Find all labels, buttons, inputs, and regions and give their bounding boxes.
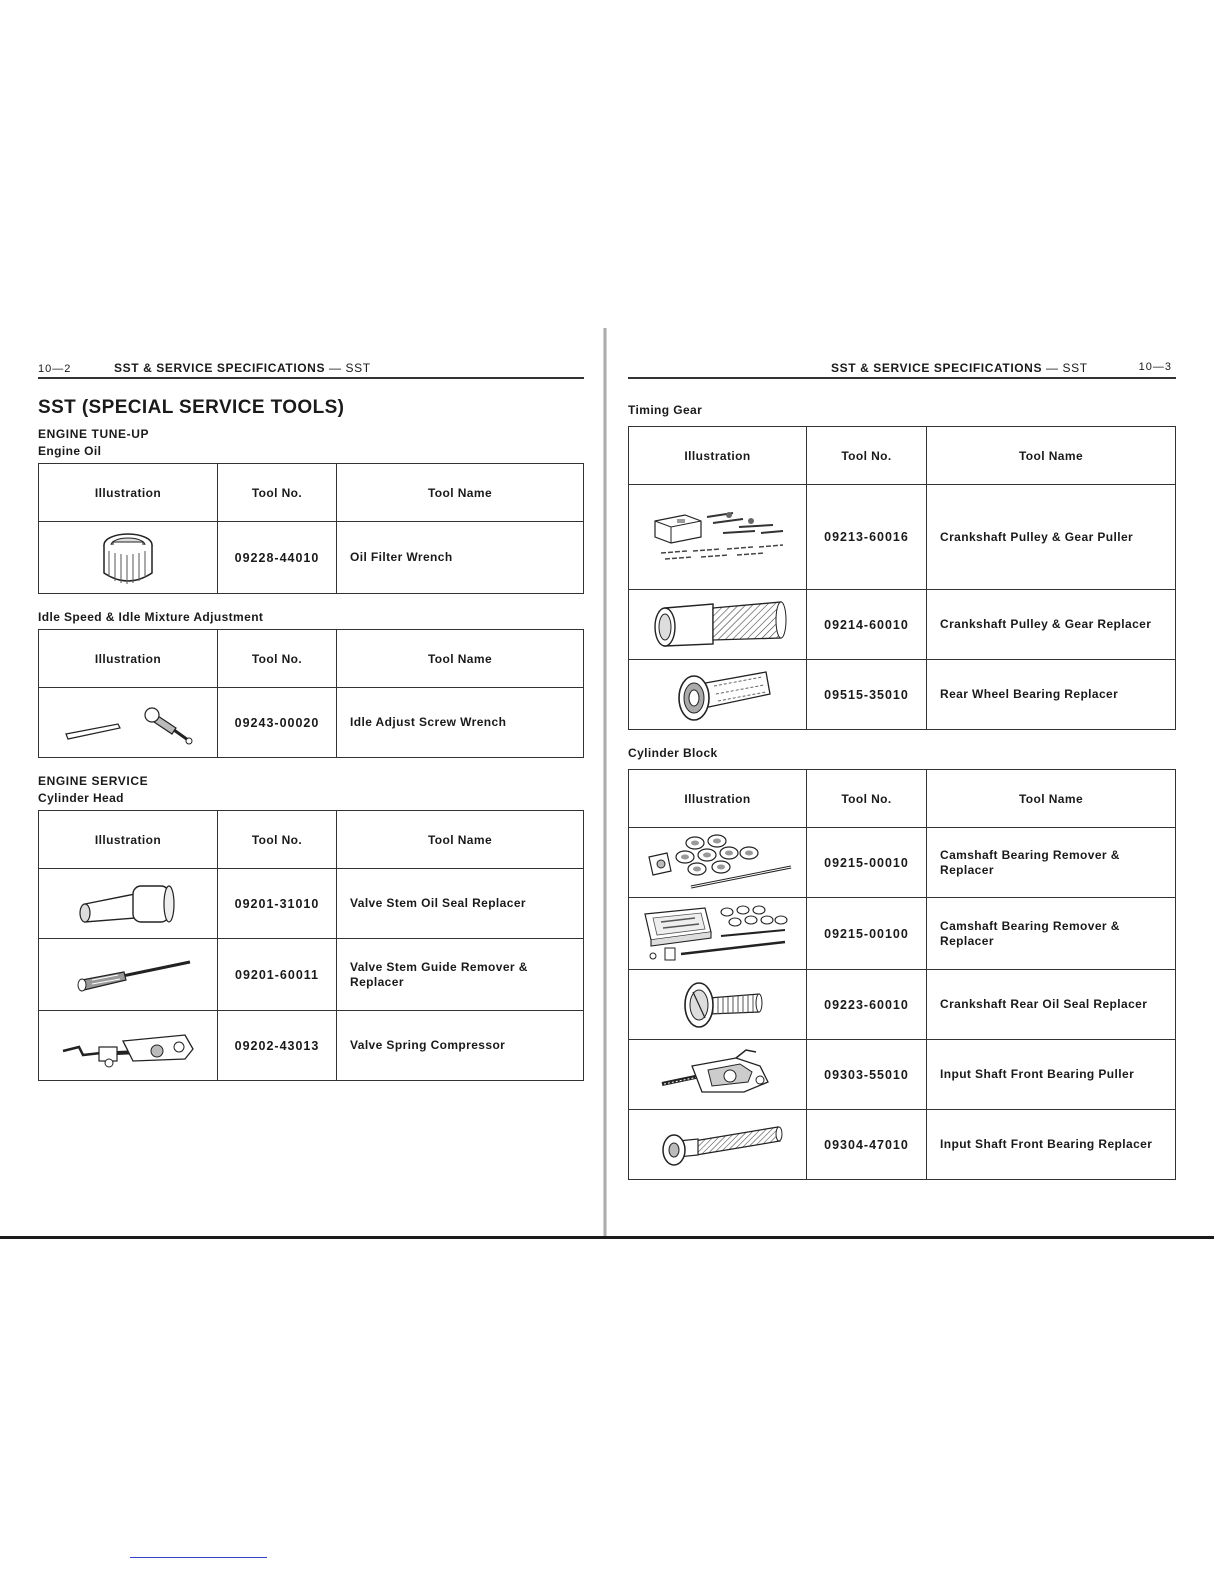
table-row: [629, 828, 1176, 898]
table-header-row: [39, 811, 584, 869]
tool-no: 09214-60010: [807, 590, 927, 660]
col-tool-no: Tool No.: [218, 811, 337, 869]
input-shaft-replacer-icon: [629, 1110, 807, 1180]
tool-no: 09243-00020: [218, 688, 337, 758]
col-tool-name: Tool Name: [337, 464, 584, 522]
tool-name: Crankshaft Rear Oil Seal Replacer: [927, 970, 1176, 1040]
col-illustration: Illustration: [39, 630, 218, 688]
oil-seal-replacer-icon: [39, 869, 218, 939]
table-row: [629, 660, 1176, 730]
table-row: [39, 688, 584, 758]
col-illustration: Illustration: [629, 427, 807, 485]
rear-seal-replacer-icon: [629, 970, 807, 1040]
left-page-header: [38, 355, 584, 379]
tool-no: 09202-43013: [218, 1011, 337, 1081]
table-header-row: [629, 770, 1176, 828]
page-number: 10—3: [1138, 361, 1172, 373]
col-tool-name: Tool Name: [337, 811, 584, 869]
table-timing-gear: [628, 426, 1176, 730]
tool-name: Idle Adjust Screw Wrench: [337, 688, 584, 758]
puller-kit-icon: [629, 485, 807, 590]
tool-no: 09215-00010: [807, 828, 927, 898]
header-title-text: SST & SERVICE SPECIFICATIONS: [114, 361, 326, 375]
table-cylinder-block: [628, 769, 1176, 1180]
tool-name: Rear Wheel Bearing Replacer: [927, 660, 1176, 730]
col-illustration: Illustration: [39, 464, 218, 522]
table-row: [39, 522, 584, 594]
col-tool-no: Tool No.: [807, 427, 927, 485]
table-row: [629, 1110, 1176, 1180]
table-header-row: [39, 464, 584, 522]
tool-name: Crankshaft Pulley & Gear Replacer: [927, 590, 1176, 660]
idle-adjust-wrench-icon: [39, 688, 218, 758]
col-illustration: Illustration: [39, 811, 218, 869]
header-title-text: SST & SERVICE SPECIFICATIONS: [831, 361, 1043, 375]
heading-idle-speed: Idle Speed & Idle Mixture Adjustment: [38, 610, 264, 624]
bearing-replacer-icon: [629, 660, 807, 730]
guide-remover-icon: [39, 939, 218, 1011]
tool-no: 09515-35010: [807, 660, 927, 730]
table-row: [629, 970, 1176, 1040]
tool-name: Valve Stem Oil Seal Replacer: [337, 869, 584, 939]
table-header-row: [629, 427, 1176, 485]
tool-no: 09223-60010: [807, 970, 927, 1040]
tool-no: 09215-00100: [807, 898, 927, 970]
table-row: [629, 1040, 1176, 1110]
tool-no: 09228-44010: [218, 522, 337, 594]
main-title: SST (SPECIAL SERVICE TOOLS): [38, 397, 345, 418]
camshaft-set-icon: [629, 828, 807, 898]
oil-filter-wrench-icon: [39, 522, 218, 594]
header-title: [114, 361, 371, 375]
page-number: 10—2: [38, 363, 72, 375]
right-page-header: [628, 355, 1176, 379]
col-tool-name: Tool Name: [927, 427, 1176, 485]
tool-name: Camshaft Bearing Remover & Replacer: [927, 828, 1176, 898]
pulley-replacer-icon: [629, 590, 807, 660]
header-subtitle: — SST: [1042, 361, 1088, 375]
table-row: [39, 939, 584, 1011]
heading-cylinder-block: Cylinder Block: [628, 746, 718, 760]
tool-no: 09213-60016: [807, 485, 927, 590]
table-row: [629, 898, 1176, 970]
col-tool-no: Tool No.: [218, 630, 337, 688]
table-row: [39, 869, 584, 939]
book-spine: [603, 328, 607, 1238]
table-cylinder-head: [38, 810, 584, 1081]
spring-compressor-icon: [39, 1011, 218, 1081]
tool-name: Input Shaft Front Bearing Puller: [927, 1040, 1176, 1110]
heading-cylinder-head: Cylinder Head: [38, 791, 124, 805]
tool-no: 09304-47010: [807, 1110, 927, 1180]
right-page: [628, 355, 1176, 1180]
table-row: [39, 1011, 584, 1081]
tool-name: Input Shaft Front Bearing Replacer: [927, 1110, 1176, 1180]
tool-name: Crankshaft Pulley & Gear Puller: [927, 485, 1176, 590]
left-page: [38, 355, 584, 1081]
tool-no: 09303-55010: [807, 1040, 927, 1110]
table-row: [629, 485, 1176, 590]
heading-engine-oil: Engine Oil: [38, 444, 102, 458]
col-illustration: Illustration: [629, 770, 807, 828]
tool-name: Valve Stem Guide Remover & Replacer: [337, 939, 584, 1011]
tool-name: Oil Filter Wrench: [337, 522, 584, 594]
col-tool-no: Tool No.: [218, 464, 337, 522]
col-tool-name: Tool Name: [337, 630, 584, 688]
tool-no: 09201-31010: [218, 869, 337, 939]
section-engine-tuneup: ENGINE TUNE-UP: [38, 427, 150, 441]
col-tool-name: Tool Name: [927, 770, 1176, 828]
table-header-row: [39, 630, 584, 688]
footer-link-line: [130, 1557, 267, 1558]
camshaft-case-icon: [629, 898, 807, 970]
tool-no: 09201-60011: [218, 939, 337, 1011]
table-engine-oil: [38, 463, 584, 594]
tool-name: Valve Spring Compressor: [337, 1011, 584, 1081]
heading-timing-gear: Timing Gear: [628, 403, 703, 417]
tool-name: Camshaft Bearing Remover & Replacer: [927, 898, 1176, 970]
section-engine-service: ENGINE SERVICE: [38, 774, 149, 788]
table-idle-speed: [38, 629, 584, 758]
col-tool-no: Tool No.: [807, 770, 927, 828]
table-row: [629, 590, 1176, 660]
header-subtitle: — SST: [325, 361, 371, 375]
input-shaft-puller-icon: [629, 1040, 807, 1110]
header-title: [831, 361, 1088, 375]
page-bottom-rule: [0, 1236, 1214, 1239]
